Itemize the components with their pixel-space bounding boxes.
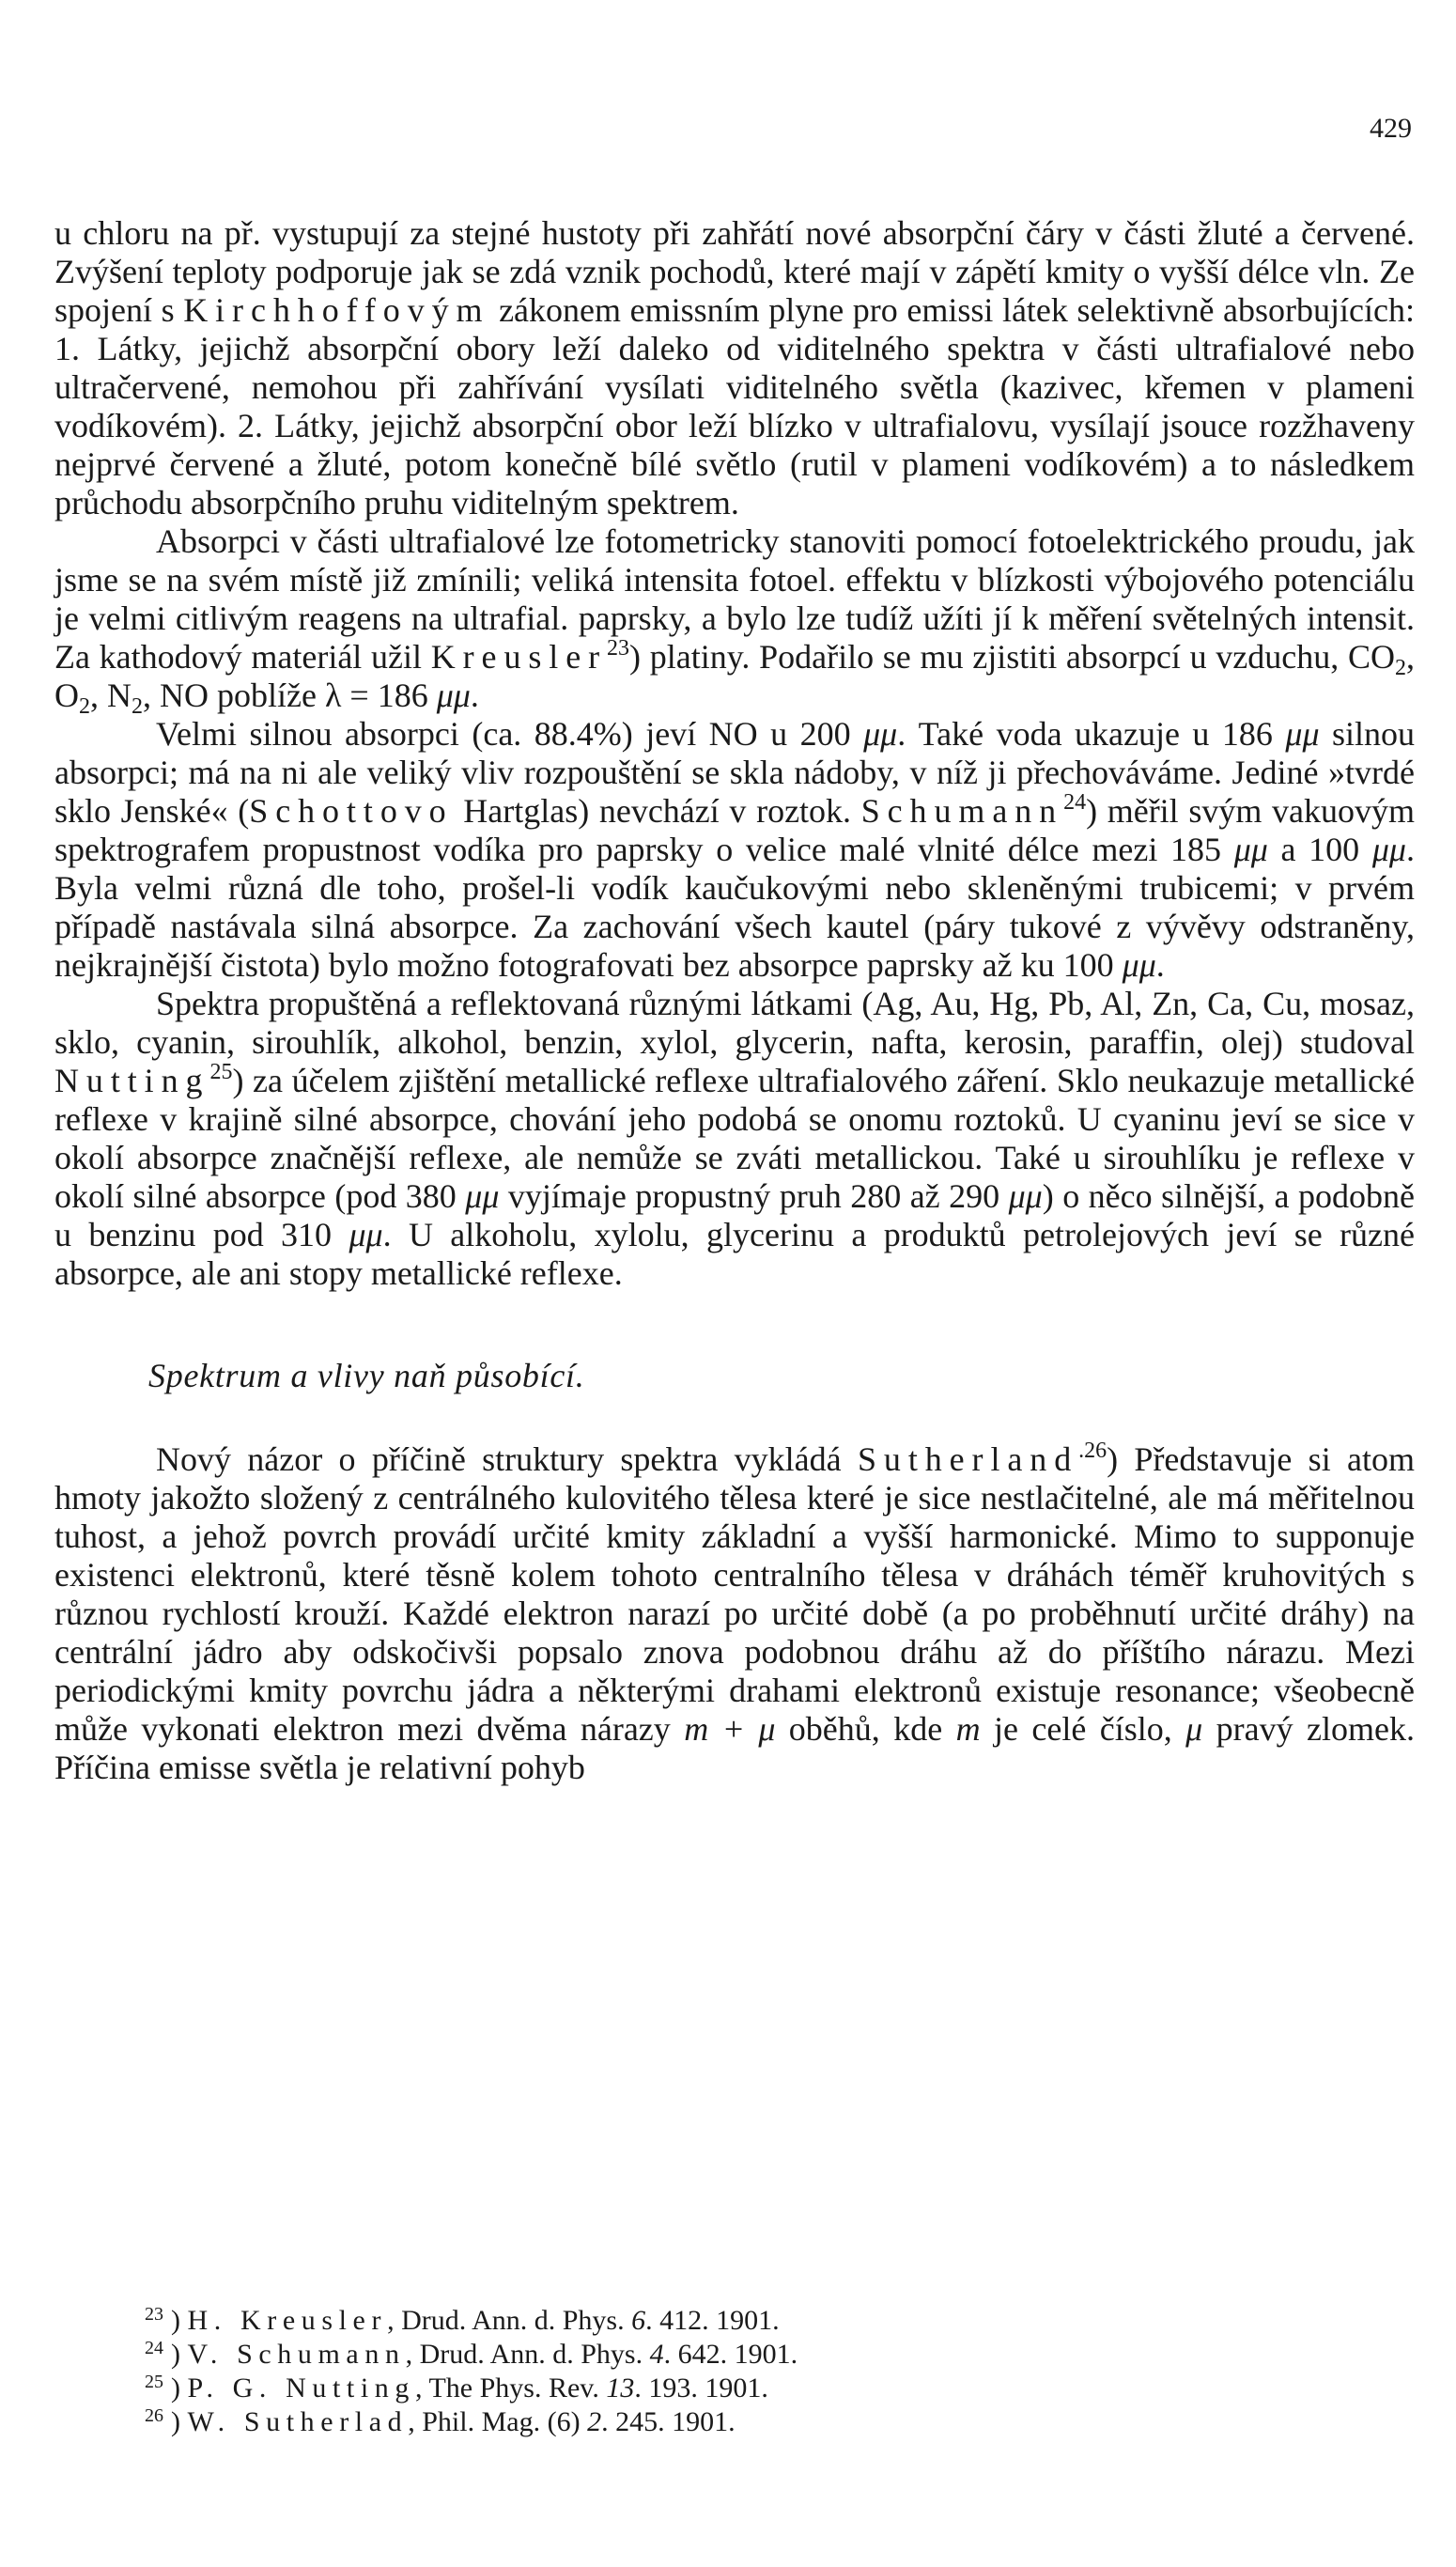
text-run: m xyxy=(955,1710,981,1748)
footnote-num: 23 xyxy=(145,2304,163,2325)
footnote xyxy=(145,2372,1366,2405)
paragraphs-before-heading xyxy=(54,214,1415,1293)
footnote-num: 24 xyxy=(145,2338,163,2358)
text-run: ) za účelem zjištění metallické reflexe ultrafialového záření. Sklo neukazuje metallické reflexe v krajině silné absorpce, chování jeho podobá se onomu roztoků. U cyaninu jeví se sice v okolí absorpce značnější reflexe, ale nemůže se zváti metallickou. Také u sirouhlíku je reflexe v okolí silné absorpce (pod 380 xyxy=(54,1062,1415,1215)
paragraph xyxy=(54,214,1415,522)
text-run: m + μ xyxy=(684,1710,776,1748)
text-run: Nový názor o příčině struktury spektra vykládá xyxy=(156,1440,858,1478)
text-run: Kreusler xyxy=(430,638,608,676)
footnote xyxy=(145,2405,1366,2439)
paragraphs-after-heading xyxy=(54,1440,1415,1787)
text-run: μμ xyxy=(465,1177,500,1215)
text-run: μμ xyxy=(1371,831,1406,868)
footnote-author: V. Schumann xyxy=(187,2339,406,2370)
text-run: . Byla velmi různá dle toho, prošel-li vodík kaučukovými nebo skleněnými trubicemi; v prvém případě nastávala silná absorpce. Za zachování všech kautel (páry tukové z vývěvy odstraněny, nejkrajnější čistota) bylo možno fotografovati bez absorpce paprsky až ku 100 xyxy=(54,831,1415,984)
text-run: . xyxy=(1155,946,1165,984)
text-run: μ xyxy=(1185,1710,1203,1748)
text-run: , O xyxy=(54,638,1415,714)
body-text xyxy=(54,214,1415,1787)
text-run: u chloru na př. vystupují za stejné hustoty při zahřátí nové absorpční čáry v části žluté a červené. Zvýšení teploty podporuje jak se zdá vznik pochodů, které mají v zápětí kmity o vyšší délce vln. Ze spojení s xyxy=(54,214,1415,329)
text-run: μμ xyxy=(1008,1177,1043,1215)
text-run: Spektra propuštěná a reflektovaná různými látkami (Ag, Au, Hg, Pb, Al, Zn, Ca, Cu, mosaz, sklo, cyanin, sirouhlík, alkohol, benzin, xylol, glycerin, nafta, kerosin, paraffin, olej) studoval xyxy=(54,985,1415,1061)
text-run: 25 xyxy=(209,1060,233,1084)
footnote-paren: ) xyxy=(171,2373,188,2404)
footnote-author: W. Sutherlad xyxy=(187,2406,409,2437)
text-run: 24 xyxy=(1063,790,1087,815)
footnote-vol: 4 xyxy=(649,2339,664,2370)
text-run: ) měřil svým vakuovým spektrografem propustnost vodíka pro paprsky o velice malé vlnité délce mezi 185 xyxy=(54,792,1415,868)
paragraph xyxy=(54,522,1415,719)
text-run: μμ xyxy=(863,715,898,753)
text-run: μμ xyxy=(436,677,471,714)
footnote-paren: ) xyxy=(171,2305,188,2336)
text-run: , NO poblíže λ = 186 xyxy=(143,677,437,714)
footnote-num: 25 xyxy=(145,2372,163,2392)
footnote-author: P. G. Nutting xyxy=(187,2373,415,2404)
text-run: 23 xyxy=(607,636,630,661)
footnote-post: . 412. 1901. xyxy=(645,2305,780,2336)
text-run: pravý zlomek. Příčina emisse světla je relativní pohyb xyxy=(54,1710,1415,1786)
footnote-vol: 6 xyxy=(631,2305,646,2336)
text-run: , N xyxy=(90,677,132,714)
text-run: . U alkoholu, xylolu, glycerinu a produktů petrolejových jeví se různé absorpce, ale ani stopy metallické reflexe. xyxy=(54,1216,1415,1292)
text-run: 2 xyxy=(79,694,90,719)
page-number: 429 xyxy=(1370,113,1412,144)
text-run: .26 xyxy=(1078,1439,1107,1463)
text-run: Absorpci v části ultrafialové lze fotometricky stanoviti pomocí fotoelektrického proudu, jak jsme se na svém místě již zmínili; veliká intensita fotoel. effektu v blízkosti výbojového potenciálu je velmi citlivým reagens na ultrafial. paprsky, a bylo lze tudíž užíti jí k měření světelných intensit. Za kathodový materiál užil xyxy=(54,522,1415,676)
footnote-num: 26 xyxy=(145,2405,163,2426)
footnote-vol: 13 xyxy=(606,2373,635,2404)
text-run: oběhů, kde xyxy=(775,1710,956,1748)
text-run: μμ xyxy=(349,1216,383,1253)
paragraph xyxy=(54,985,1415,1293)
footnote-author: H. Kreusler xyxy=(187,2305,388,2336)
section-heading: Spektrum a vlivy naň působící. xyxy=(148,1357,585,1394)
footnote-post: . 193. 1901. xyxy=(634,2373,768,2404)
footnote-paren: ) xyxy=(171,2339,188,2370)
text-run: zákonem emissním plyne pro emissi látek selektivně absorbujících: 1. Látky, jejichž absorpční obory leží daleko od viditelného spektra v části ultrafialové nebo ultračervené, nemohou při zahřívání vysílati viditelného světla (kazivec, křemen v plameni vodíkovém). 2. Látky, jejichž absorpční obor leží blízko v ultrafialovu, vysílají jsouce rozžhaveny nejprvé červené a žluté, potom konečně bílé světlo (rutil v plameni vodíkovém) a to následkem průchodu absorpčního pruhu viditelným spektrem. xyxy=(54,291,1415,521)
text-run: a 100 xyxy=(1267,831,1372,868)
footnote-pre: , The Phys. Rev. xyxy=(415,2373,607,2404)
text-run: Nutting xyxy=(54,1062,210,1099)
footnote xyxy=(145,2304,1366,2338)
paragraph xyxy=(54,1440,1415,1787)
text-run: Schottovo xyxy=(249,792,454,830)
paragraph xyxy=(54,715,1415,985)
text-run: Schumann xyxy=(860,792,1064,830)
footnote-paren: ) xyxy=(171,2406,188,2437)
text-run: . xyxy=(470,677,479,714)
text-run: ) Představuje si atom hmoty jakožto složený z centrálného kulovitého tělesa které je sice nestlačitelné, ale má měřitelnou tuhost, a jehož povrch provádí určité kmity základní a vyšší harmonické. Mimo to supponuje existenci elektronů, které těsně kolem tohoto centralního tělesa v dráhách téměř kruhovitých s různou rychlostí krouží. Každé elektron narazí po určité době (a po proběhnutí určité dráhy) na centrální jádro aby odskočivši popsalo znova podobnou dráhu až do příštího nárazu. Mezi periodickými kmity povrchu jádra a některými drahami elektronů existuje resonance; všeobecně může vykonati elektron mezi dvěma nárazy xyxy=(54,1440,1415,1748)
footnote-pre: , Drud. Ann. d. Phys. xyxy=(387,2305,632,2336)
footnote-post: . 245. 1901. xyxy=(601,2406,736,2437)
footnote-post: . 642. 1901. xyxy=(663,2339,798,2370)
text-run: μμ xyxy=(1122,946,1156,984)
text-run: Sutherland xyxy=(857,1440,1079,1478)
text-run: Velmi silnou absorpci (ca. 88.4%) jeví NO u 200 xyxy=(156,715,864,753)
footnote-vol: 2 xyxy=(587,2406,602,2437)
text-run: Kirchhoffovým xyxy=(183,291,490,329)
text-run: ) platiny. Podařilo se mu zjistiti absorpcí u vzduchu, CO xyxy=(629,638,1395,676)
text-run: μμ xyxy=(1233,831,1268,868)
footnote xyxy=(145,2338,1366,2372)
footnote-pre: , Drud. Ann. d. Phys. xyxy=(405,2339,650,2370)
text-run: . Také voda ukazuje u 186 xyxy=(897,715,1286,753)
text-run: 2 xyxy=(132,694,143,719)
text-run: 2 xyxy=(1395,656,1406,680)
text-run: je celé číslo, xyxy=(980,1710,1186,1748)
text-run: Hartglas) nevchází v roztok. xyxy=(453,792,861,830)
text-run: ) o něco silnější, a podobně u benzinu pod 310 xyxy=(54,1177,1415,1253)
footnotes xyxy=(145,2304,1366,2439)
text-run: vyjímaje propustný pruh 280 až 290 xyxy=(499,1177,1009,1215)
text-run: silnou absorpci; má na ni ale veliký vliv rozpouštění se skla nádoby, v níž ji přechováváme. Jediné »tvrdé sklo Jenské« ( xyxy=(54,715,1415,830)
text-run: μμ xyxy=(1285,715,1320,753)
footnote-pre: , Phil. Mag. (6) xyxy=(408,2406,588,2437)
